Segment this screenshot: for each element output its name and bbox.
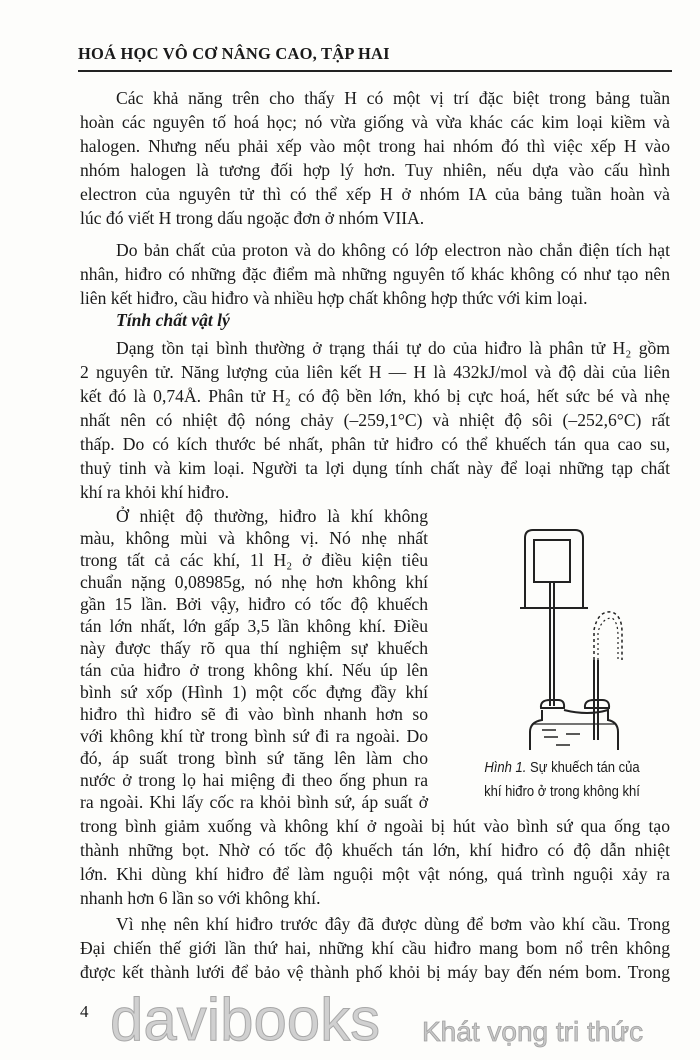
paragraph-4-narrow	[80, 505, 428, 813]
page-number: 4	[80, 1002, 89, 1021]
text-line: được kết thành lưới để bảo vệ thành phố khỏi bị máy bay đến ném bom. Trong	[80, 962, 670, 982]
text-line: hoàn các nguyên tố hoá học; nó vừa giống và vừa khác các kim loại kiềm và	[80, 112, 670, 132]
caption-text: Sự khuếch tán của	[526, 760, 640, 776]
text-line: lúc đó viết H trong dấu ngoặc đơn ở nhóm VIIA.	[80, 208, 425, 228]
paragraph-2	[80, 238, 670, 310]
text-line: nhân, hiđro có những đặc điểm mà những nguyên tố khác không có như tạo nên	[80, 264, 670, 284]
text-line: tán lớn nhất, lớn gấp 3,5 lần không khí. Điều	[80, 616, 428, 636]
paragraph-1	[80, 86, 670, 230]
paragraph-3	[80, 336, 670, 504]
watermark-slogan: Khát vọng tri thức	[422, 1016, 644, 1047]
text-line: thấp. Do có kích thước bé nhất, phân tử hiđro có thể khuếch tán qua cao su,	[80, 434, 670, 454]
text-line: Đại chiến thế giới lần thứ hai, những khí cầu hiđro mang bom nổ trên không	[80, 938, 670, 958]
caption-label: Hình 1.	[484, 760, 527, 776]
text-line: thuỷ tinh và kim loại. Người ta lợi dụng tính chất này để loại những tạp chất	[80, 458, 670, 478]
text-line: liên kết hiđro, cầu hiđro và nhiều hợp chất không hợp thức với kim loại.	[80, 288, 588, 308]
section-heading: Tính chất vật lý	[116, 310, 230, 330]
text-line: màu, không mùi và không vị. Nó nhẹ nhất	[80, 528, 428, 548]
diffusion-apparatus-illustration	[470, 520, 670, 750]
running-header: HOÁ HỌC VÔ CƠ NÂNG CAO, TẬP HAI	[78, 44, 390, 63]
text-line: nhóm halogen là tương đối hợp lý hơn. Tuy nhiên, nếu dựa vào cấu hình	[80, 160, 670, 180]
text-line: nhanh hơn 6 lần so với không khí.	[80, 888, 321, 908]
caption-text-line2: khí hiđro ở trong không khí	[484, 784, 640, 800]
text-line: đó, áp suất trong bình sứ tăng lên làm cho	[80, 748, 428, 768]
text-line: hiđro thì hiđro sẽ đi vào bình nhanh hơn so	[80, 704, 428, 724]
text-line: Các khả năng trên cho thấy H có một vị trí đặc biệt trong bảng tuần	[116, 88, 670, 108]
text-line: với không khí từ trong bình sứ đi ra ngoài. Do	[80, 726, 428, 746]
text-line: bình sứ xốp (Hình 1) một cốc đựng đầy khí	[80, 682, 428, 702]
text-line: kết đó là 0,74Å. Phân tử H₂ có độ bền lớn, khó bị cực hoá, hết sức bé và nhẹ	[80, 386, 670, 406]
text-line: thành những bọt. Nhờ có tốc độ khuếch tán lớn, khí hiđro có độ dẫn nhiệt	[80, 840, 670, 860]
text-line: này được thấy rõ qua thí nghiệm sự khuếch	[80, 638, 428, 658]
watermark-brand: davibooks	[110, 986, 381, 1053]
text-line: chuẩn nặng 0,08985g, nó nhẹ hơn không khí	[80, 572, 428, 592]
text-line: Do bản chất của proton và do không có lớp electron nào chắn điện tích hạt	[116, 240, 670, 260]
paragraph-5	[80, 912, 670, 984]
text-line: tán của hiđro ở trong không khí. Nếu úp lên	[80, 660, 428, 680]
text-line: khí ra khỏi khí hiđro.	[80, 482, 230, 502]
text-line: Ở nhiệt độ thường, hiđro là khí không	[116, 506, 428, 526]
text-line: halogen. Nhưng nếu phải xếp vào một trong hai nhóm đó thì việc xếp H vào	[80, 136, 670, 156]
text-line: nhất nên có nhiệt độ nóng chảy (–259,1°C) và nhiệt độ sôi (–252,6°C) rất	[80, 410, 670, 430]
text-line: trong tất cả các khí, 1l H₂ ở điều kiện tiêu	[80, 550, 428, 570]
text-line: Vì nhẹ nên khí hiđro trước đây đã được dùng để bơm vào khí cầu. Trong	[116, 914, 670, 934]
text-line: nước ở trong lọ hai miệng đi theo ống phun ra	[80, 770, 428, 790]
figure-caption	[463, 756, 661, 804]
text-line: lớn. Khi dùng khí hiđro để làm nguội một vật nóng, quá trình nguội xảy ra	[80, 864, 670, 884]
text-line: electron của nguyên tử thì có thể xếp H ở nhóm IA của bảng tuần hoàn và	[80, 184, 670, 204]
paragraph-4-continued	[80, 814, 670, 910]
text-line: Dạng tồn tại bình thường ở trạng thái tự do của hiđro là phân tử H₂ gồm	[116, 338, 670, 358]
text-line: trong bình giảm xuống và không khí ở ngoài bị hút vào bình sứ qua ống tạo	[80, 816, 670, 836]
text-line: gần 15 lần. Bởi vậy, hiđro có tốc độ khuếch	[80, 594, 428, 614]
text-line: ra ngoài. Khi lấy cốc ra khỏi bình sứ, áp suất ở	[80, 792, 428, 812]
text-line: 2 nguyên tử. Năng lượng của liên kết H — H là 432kJ/mol và độ dài của liên	[80, 362, 670, 382]
header-rule	[78, 70, 672, 72]
